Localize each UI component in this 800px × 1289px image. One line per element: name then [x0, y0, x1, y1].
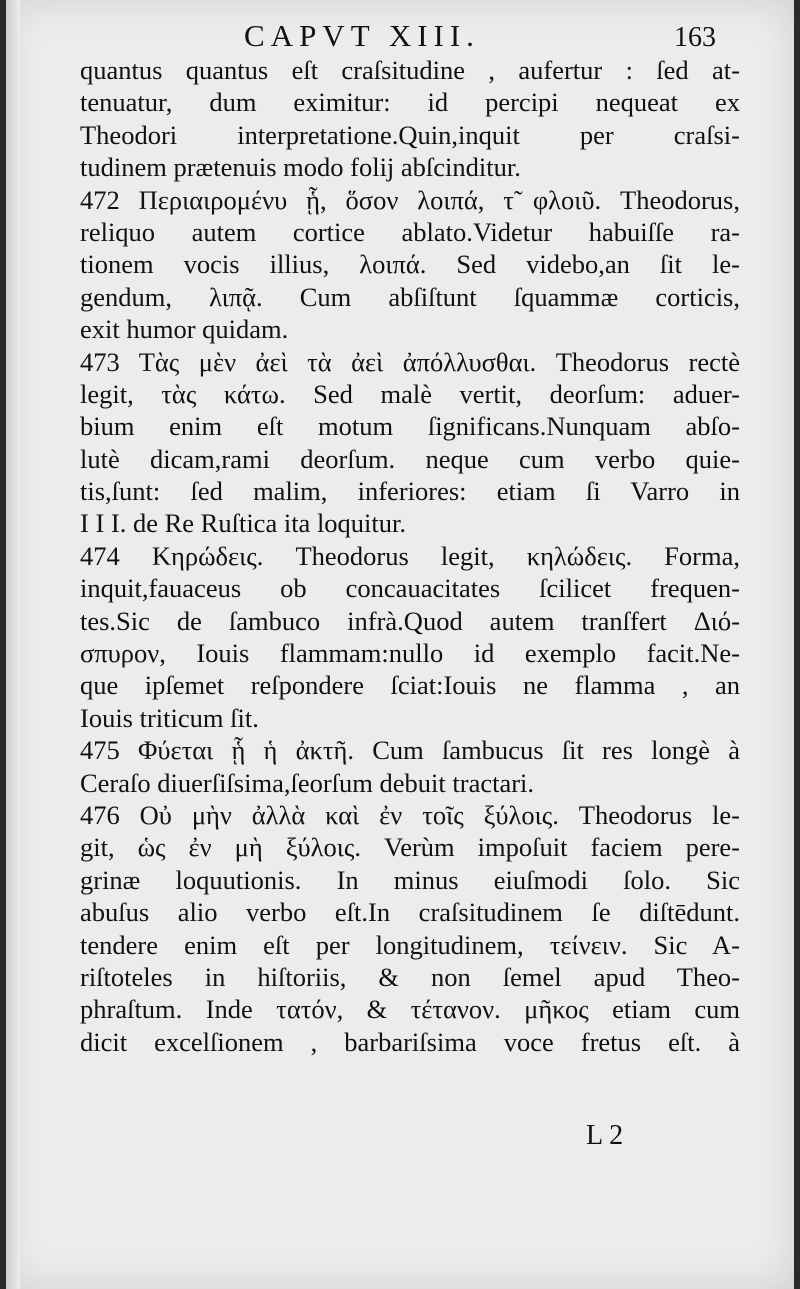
text-line: grinæ loquutionis. In minus eiuſmodi ſolo. Sic — [80, 864, 740, 895]
text-line: tenuatur, dum eximitur: id percipi nequeat ex — [80, 87, 740, 118]
text-line: gendum, λιπᾷ. Cum abſiſtunt ſquammæ corticis, — [80, 281, 740, 312]
text-line: que ipſemet reſpondere ſciat:Iouis ne flamma , an — [80, 670, 740, 701]
page-number: 163 — [674, 22, 716, 53]
text-line: Iouis triticum ſit. — [80, 702, 259, 733]
text-line: legit, τὰς κάτω. Sed malè vertit, deorſum: aduer- — [80, 378, 740, 409]
text-line: git, ὡς ἐν μὴ ξύλοις. Verùm impoſuit faciem pere- — [80, 832, 740, 863]
page-edge — [6, 0, 20, 1289]
text-line: abuſus alio verbo eſt.In craſsitudinem ſe diſtēdunt. — [80, 897, 740, 928]
text-line: tendere enim eſt per longitudinem, τείνειν. Sic A- — [80, 929, 740, 960]
text-line: tes.Sic de ſambuco infrà.Quod autem tranſfert Διό- — [80, 605, 740, 636]
text-line: tis,ſunt: ſed malim, inferiores: etiam ſi Varro in — [80, 476, 740, 507]
text-line: tionem vocis illius, λοιπά. Sed videbo,an ſit le- — [80, 249, 740, 280]
text-line: phraſtum. Inde τατόν, & τέτανον. μῆκος etiam cum — [80, 994, 740, 1025]
text-line: reliquo autem cortice ablato.Videtur habuiſſe ra- — [80, 216, 740, 247]
signature-mark: L 2 — [586, 1120, 624, 1151]
entry-line-472: 472 Περιαιρομένυ ᾗ, ὅσον λοιπά, τ̃ φλοιῦ. Theodorus, — [80, 184, 740, 215]
text-line: exit humor quidam. — [80, 314, 289, 345]
running-head: CAPVT XIII. — [244, 18, 480, 53]
text-line: dicit excelſionem , barbariſsima voce fretus eſt. à — [80, 1026, 740, 1057]
text-line: quantus quantus eſt craſsitudine , aufertur : ſed at- — [80, 55, 740, 85]
text-line: bium enim eſt motum ſignificans.Nunquam abſo- — [80, 411, 740, 442]
text-line: riſtoteles in hiſtoriis, & non ſemel apud Theo- — [80, 961, 740, 992]
text-body — [80, 54, 740, 1058]
entry-line-475: 475 Φύεται ᾗ ἡ ἀκτῆ. Cum ſambucus ſit res longè à — [80, 735, 740, 766]
text-line: lutè dicam,rami deorſum. neque cum verbo quie- — [80, 443, 740, 474]
text-line: inquit,fauaceus ob concauacitates ſcilicet frequen- — [80, 573, 740, 604]
text-line: Theodori interpretatione.Quin,inquit per craſsi- — [80, 119, 740, 150]
text-line: I I I. de Re Ruſtica ita loquitur. — [80, 508, 407, 539]
book-page — [6, 0, 794, 1289]
text-line: Ceraſo diuerſiſsima,ſeorſum debuit tractari. — [80, 767, 535, 798]
entry-line-473: 473 Τὰς μὲν ἀεὶ τὰ ἀεὶ ἀπόλλυσθαι. Theodorus rectè — [80, 346, 740, 377]
text-line: σπυρον, Iouis flammam:nullo id exemplo facit.Ne- — [80, 638, 740, 669]
entry-line-476: 476 Οὐ μὴν ἀλλὰ καὶ ἐν τοῖς ξύλοις. Theodorus le- — [80, 799, 740, 830]
entry-line-474: 474 Κηρώδεις. Theodorus legit, κηλώδεις. Forma, — [80, 540, 740, 571]
text-line: tudinem prætenuis modo folij abſcinditur. — [80, 152, 521, 183]
